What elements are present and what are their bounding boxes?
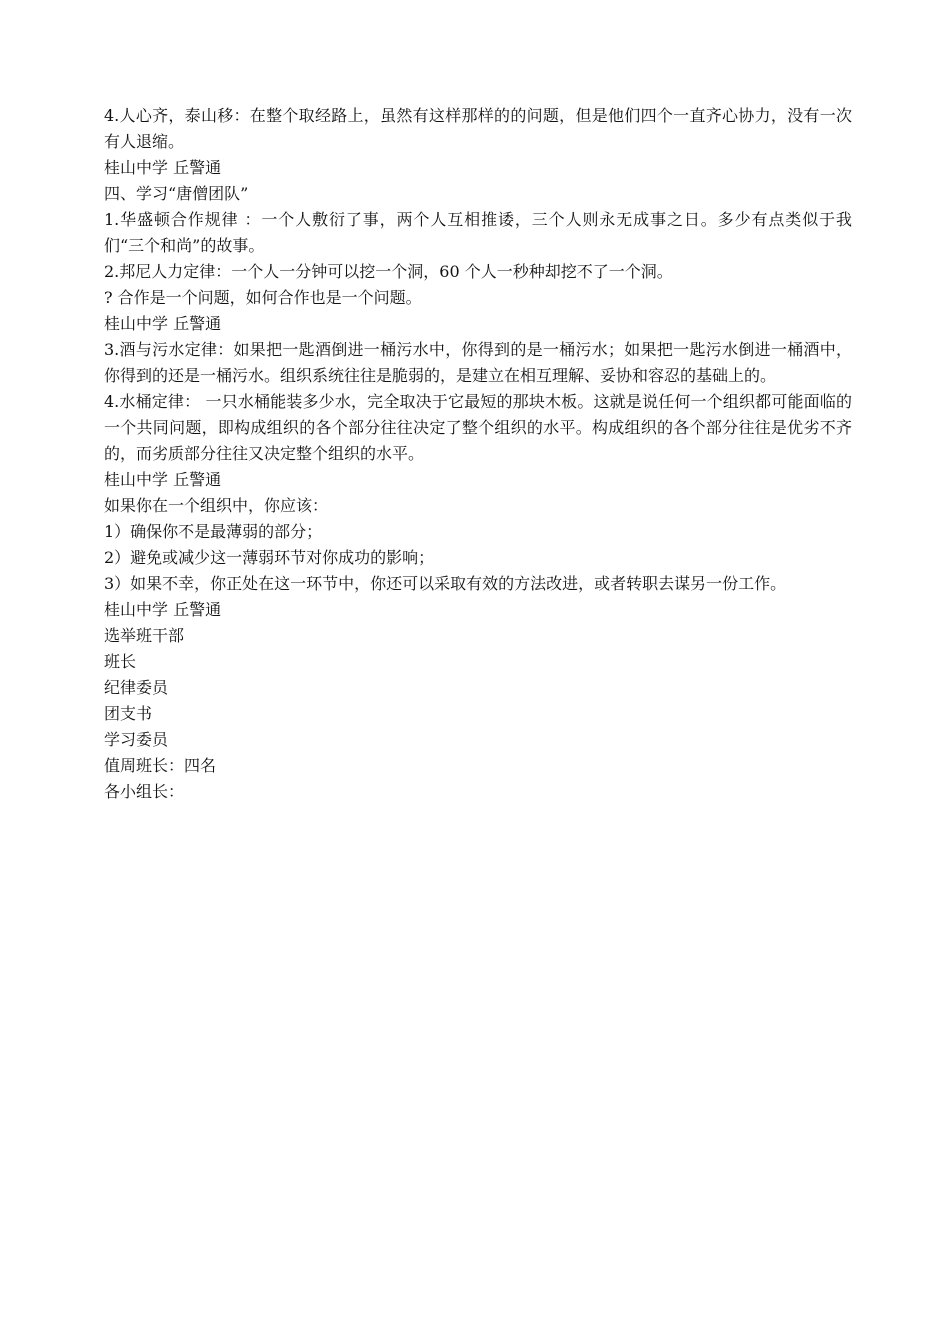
paragraph-jiuyuwushui: 3.酒与污水定律：如果把一匙酒倒进一桶污水中，你得到的是一桶污水；如果把一匙污水倒进一桶酒中，你得到的还是一桶污水。组织系统往往是脆弱的，是建立在相互理解、妥协和容忍的基础上的。	[104, 340, 852, 385]
role-item: 值周班长：四名	[104, 756, 217, 775]
list-item: 2）避免或减少这一薄弱环节对你成功的影响；	[104, 548, 435, 567]
author-line: 桂山中学 丘警通	[104, 158, 222, 177]
paragraph-hezuo: ? 合作是一个问题，如何合作也是一个问题。	[104, 288, 422, 307]
author-line: 桂山中学 丘警通	[104, 314, 222, 333]
section-heading: 四、学习“唐僧团队”	[104, 184, 249, 203]
paragraph-ruguo: 如果你在一个组织中，你应该：	[104, 496, 329, 515]
document-body	[104, 103, 852, 805]
paragraph-shuitong: 4.水桶定律： 一只水桶能装多少水，完全取决于它最短的那块木板。这就是说任何一个组织都可能面临的一个共同问题，即构成组织的各个部分往往决定了整个组织的水平。构成组织的各个部分往往是优劣不齐的，而劣质部分往往又决定整个组织的水平。	[104, 392, 852, 463]
list-item: 3）如果不幸，你正处在这一环节中，你还可以采取有效的方法改进，或者转职去谋另一份工作。	[104, 574, 787, 593]
role-item: 团支书	[104, 704, 153, 723]
paragraph-huashengdun: 1.华盛顿合作规律 ：一个人敷衍了事，两个人互相推诿，三个人则永无成事之日。多少有点类似于我们“三个和尚”的故事。	[104, 210, 852, 255]
author-line: 桂山中学 丘警通	[104, 600, 222, 619]
role-item: 纪律委员	[104, 678, 169, 697]
role-item: 学习委员	[104, 730, 169, 749]
list-item: 1）确保你不是最薄弱的部分；	[104, 522, 323, 541]
paragraph-renxinqi: 4.人心齐，泰山移：在整个取经路上，虽然有这样那样的的问题，但是他们四个一直齐心协力，没有一次有人退缩。	[104, 106, 852, 151]
author-line: 桂山中学 丘警通	[104, 470, 222, 489]
paragraph-xuanju: 选举班干部	[104, 626, 185, 645]
role-item: 各小组长：	[104, 782, 185, 801]
role-item: 班长	[104, 652, 137, 671]
paragraph-bangni: 2.邦尼人力定律：一个人一分钟可以挖一个洞，60 个人一秒种却挖不了一个洞。	[104, 262, 673, 281]
